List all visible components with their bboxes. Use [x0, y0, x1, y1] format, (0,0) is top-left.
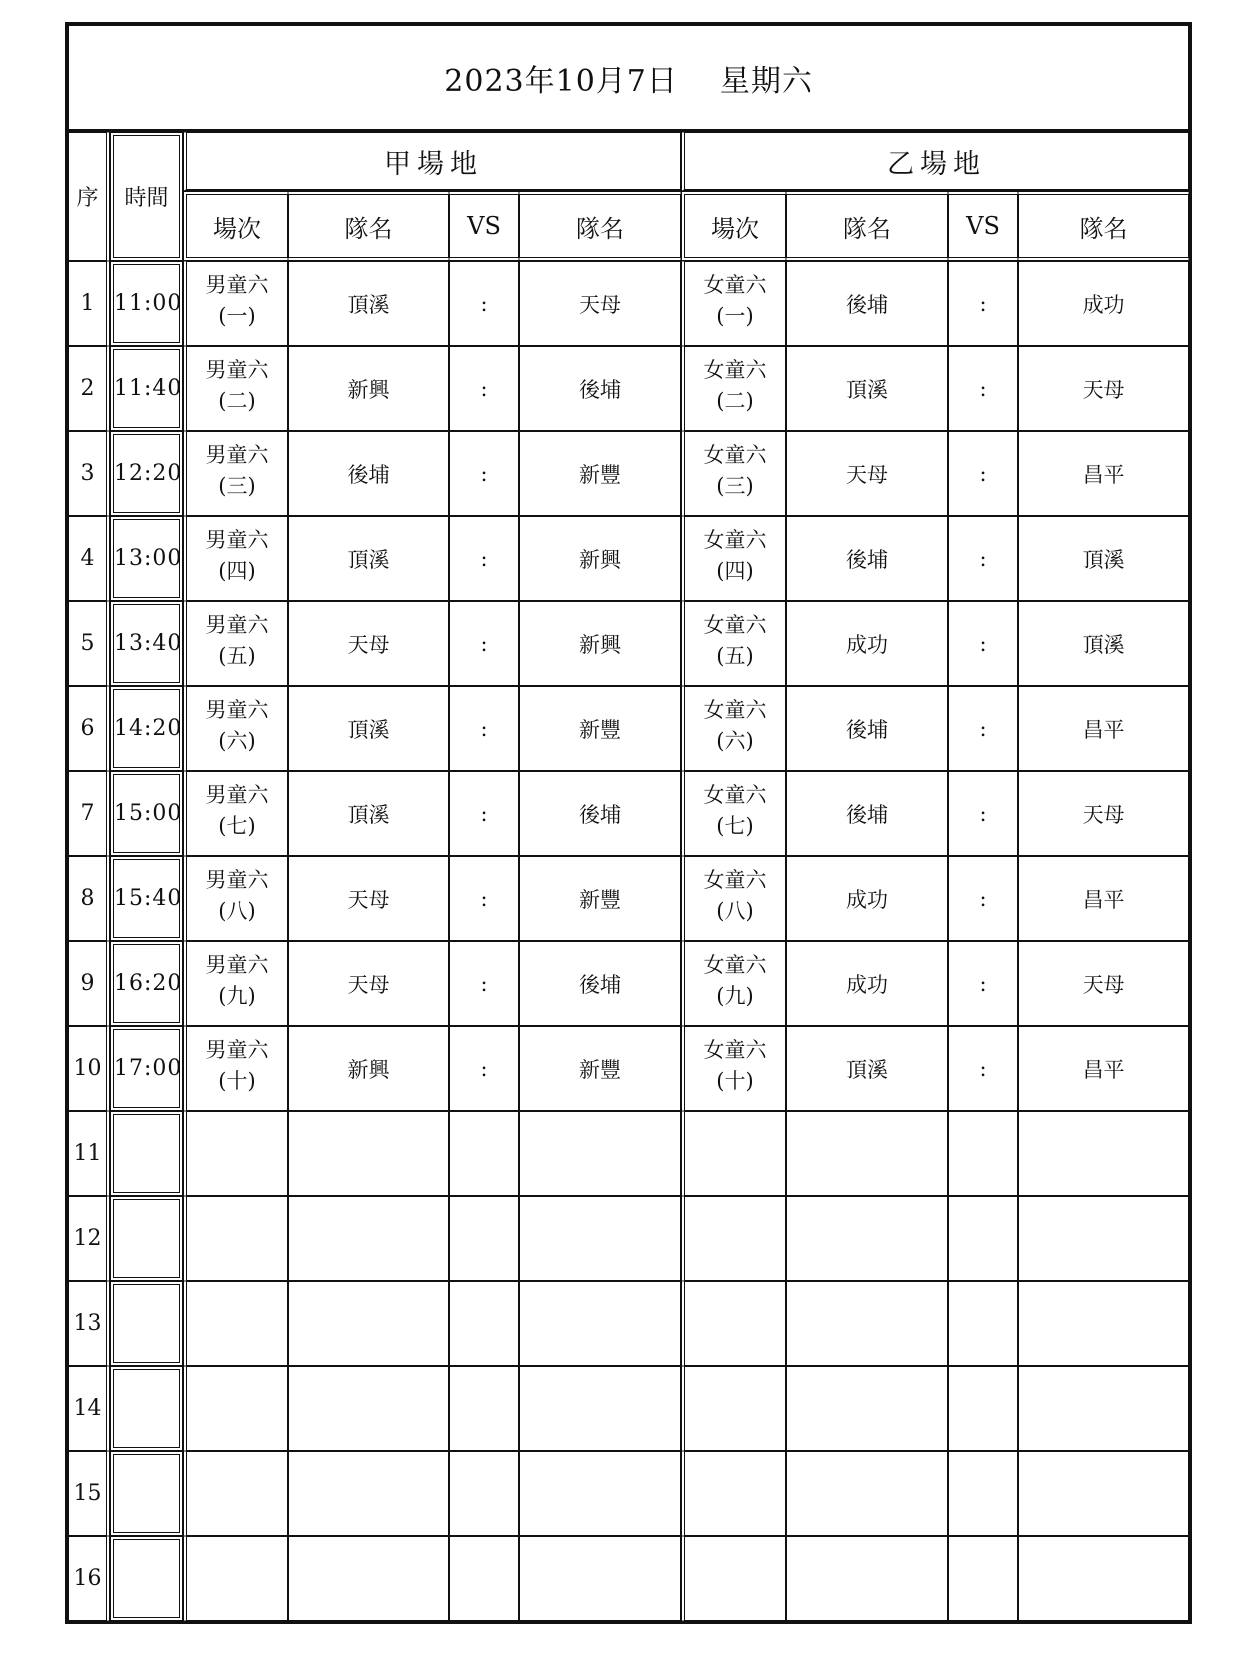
- team2-a: 新豐: [519, 856, 681, 941]
- row-time: 15:00: [110, 771, 183, 856]
- team1-a: [288, 1366, 449, 1451]
- vs-a: :: [449, 771, 519, 856]
- vs-b: :: [948, 346, 1018, 431]
- match-name: 女童六: [703, 782, 767, 807]
- vs-a: [449, 1111, 519, 1196]
- vs-a: [449, 1196, 519, 1281]
- team1-b: 成功: [786, 601, 948, 686]
- table-row: [68, 261, 1189, 346]
- team1-a: [288, 1111, 449, 1196]
- row-seq: 5: [68, 601, 110, 686]
- row-seq: 9: [68, 941, 110, 1026]
- team1-b: 頂溪: [786, 346, 948, 431]
- match-a: [183, 1366, 288, 1451]
- row-time: 17:00: [110, 1026, 183, 1111]
- header-a-team2: 隊名: [519, 191, 681, 261]
- vs-a: :: [449, 1026, 519, 1111]
- row-time: [110, 1196, 183, 1281]
- team1-b: 成功: [786, 856, 948, 941]
- row-seq: 16: [68, 1536, 110, 1621]
- team1-a: [288, 1451, 449, 1536]
- header-b-team2: 隊名: [1018, 191, 1189, 261]
- team2-a: 天母: [519, 261, 681, 346]
- team2-a: 新豐: [519, 1026, 681, 1111]
- team1-b: [786, 1366, 948, 1451]
- team1-b: 後埔: [786, 261, 948, 346]
- row-seq: 14: [68, 1366, 110, 1451]
- vs-a: [449, 1451, 519, 1536]
- table-row: [68, 686, 1189, 771]
- team1-a: 頂溪: [288, 261, 449, 346]
- match-a: [183, 516, 288, 601]
- header-b-match: 場次: [681, 191, 786, 261]
- match-a: [183, 1451, 288, 1536]
- table-row: [68, 1196, 1189, 1281]
- team1-b: [786, 1111, 948, 1196]
- match-b: [681, 431, 786, 516]
- match-name: 男童六: [205, 612, 269, 637]
- row-time: 16:20: [110, 941, 183, 1026]
- match-b: [681, 1366, 786, 1451]
- match-number: (四): [218, 558, 256, 583]
- match-number: (五): [218, 643, 256, 668]
- header-seq: 序: [68, 132, 110, 261]
- team2-a: 後埔: [519, 771, 681, 856]
- match-a: [183, 686, 288, 771]
- table-row: [68, 1111, 1189, 1196]
- match-b: [681, 1281, 786, 1366]
- team1-b: [786, 1536, 948, 1621]
- table-row: [68, 601, 1189, 686]
- match-number: (十): [218, 1068, 256, 1093]
- match-a: [183, 601, 288, 686]
- row-time: 13:00: [110, 516, 183, 601]
- match-a: [183, 346, 288, 431]
- match-b: [681, 1536, 786, 1621]
- match-number: (八): [716, 898, 754, 923]
- table-row: [68, 941, 1189, 1026]
- match-a: [183, 1281, 288, 1366]
- header-a-vs: VS: [449, 191, 519, 261]
- match-number: (六): [716, 728, 754, 753]
- row-time: 14:20: [110, 686, 183, 771]
- team2-a: 後埔: [519, 346, 681, 431]
- team2-b: 昌平: [1018, 856, 1189, 941]
- vs-a: [449, 1281, 519, 1366]
- vs-b: [948, 1451, 1018, 1536]
- row-seq: 10: [68, 1026, 110, 1111]
- table-row: [68, 1026, 1189, 1111]
- vs-a: :: [449, 686, 519, 771]
- team1-b: [786, 1451, 948, 1536]
- team1-b: [786, 1196, 948, 1281]
- team1-b: 成功: [786, 941, 948, 1026]
- table-row: [68, 771, 1189, 856]
- table-row: [68, 1451, 1189, 1536]
- match-name: 男童六: [205, 952, 269, 977]
- row-time: 12:20: [110, 431, 183, 516]
- team2-b: [1018, 1111, 1189, 1196]
- team1-b: [786, 1281, 948, 1366]
- match-name: 女童六: [703, 697, 767, 722]
- team1-a: 頂溪: [288, 516, 449, 601]
- match-number: (六): [218, 728, 256, 753]
- match-name: 女童六: [703, 1037, 767, 1062]
- match-b: [681, 1196, 786, 1281]
- match-name: 男童六: [205, 527, 269, 552]
- team2-b: [1018, 1366, 1189, 1451]
- row-time: 11:40: [110, 346, 183, 431]
- match-b: [681, 771, 786, 856]
- table-row: [68, 1281, 1189, 1366]
- match-b: [681, 261, 786, 346]
- match-name: 男童六: [205, 782, 269, 807]
- vs-b: :: [948, 1026, 1018, 1111]
- team1-a: [288, 1196, 449, 1281]
- team1-a: 天母: [288, 941, 449, 1026]
- row-time: 11:00: [110, 261, 183, 346]
- match-name: 男童六: [205, 357, 269, 382]
- row-seq: 11: [68, 1111, 110, 1196]
- row-seq: 3: [68, 431, 110, 516]
- vs-a: :: [449, 856, 519, 941]
- match-b: [681, 1111, 786, 1196]
- match-number: (九): [218, 983, 256, 1008]
- team2-a: [519, 1366, 681, 1451]
- team1-b: 頂溪: [786, 1026, 948, 1111]
- match-b: [681, 601, 786, 686]
- match-number: (四): [716, 558, 754, 583]
- match-b: [681, 686, 786, 771]
- match-name: 女童六: [703, 357, 767, 382]
- team1-a: 新興: [288, 1026, 449, 1111]
- team1-b: 後埔: [786, 516, 948, 601]
- header-a-team1: 隊名: [288, 191, 449, 261]
- match-name: 女童六: [703, 527, 767, 552]
- team2-b: 頂溪: [1018, 516, 1189, 601]
- team2-b: [1018, 1536, 1189, 1621]
- team2-b: [1018, 1451, 1189, 1536]
- match-number: (七): [716, 813, 754, 838]
- team1-a: 新興: [288, 346, 449, 431]
- vs-a: :: [449, 346, 519, 431]
- vs-b: :: [948, 431, 1018, 516]
- team1-a: [288, 1281, 449, 1366]
- team2-a: 新豐: [519, 686, 681, 771]
- row-seq: 2: [68, 346, 110, 431]
- vs-a: :: [449, 941, 519, 1026]
- team1-b: 天母: [786, 431, 948, 516]
- match-name: 女童六: [703, 442, 767, 467]
- match-b: [681, 856, 786, 941]
- match-a: [183, 856, 288, 941]
- row-time: [110, 1451, 183, 1536]
- match-number: (二): [218, 388, 256, 413]
- row-seq: 8: [68, 856, 110, 941]
- match-b: [681, 1451, 786, 1536]
- vs-b: [948, 1281, 1018, 1366]
- match-a: [183, 771, 288, 856]
- row-seq: 4: [68, 516, 110, 601]
- row-seq: 1: [68, 261, 110, 346]
- row-time: [110, 1366, 183, 1451]
- vs-a: :: [449, 516, 519, 601]
- team2-b: 天母: [1018, 941, 1189, 1026]
- row-seq: 6: [68, 686, 110, 771]
- match-number: (五): [716, 643, 754, 668]
- vs-b: :: [948, 771, 1018, 856]
- match-name: 女童六: [703, 612, 767, 637]
- match-a: [183, 1196, 288, 1281]
- vs-b: :: [948, 856, 1018, 941]
- team2-b: 昌平: [1018, 1026, 1189, 1111]
- team2-b: 成功: [1018, 261, 1189, 346]
- match-a: [183, 941, 288, 1026]
- match-name: 男童六: [205, 272, 269, 297]
- team2-b: 天母: [1018, 771, 1189, 856]
- schedule-sheet: [65, 22, 1186, 1624]
- team2-b: 天母: [1018, 346, 1189, 431]
- row-seq: 7: [68, 771, 110, 856]
- match-name: 男童六: [205, 442, 269, 467]
- header-b-team1: 隊名: [786, 191, 948, 261]
- row-time: [110, 1111, 183, 1196]
- row-time: 13:40: [110, 601, 183, 686]
- row-time: [110, 1536, 183, 1621]
- header-a-match: 場次: [183, 191, 288, 261]
- match-name: 男童六: [205, 1037, 269, 1062]
- vs-b: [948, 1196, 1018, 1281]
- row-seq: 12: [68, 1196, 110, 1281]
- table-row: [68, 856, 1189, 941]
- team1-a: 頂溪: [288, 771, 449, 856]
- match-a: [183, 431, 288, 516]
- team2-a: 後埔: [519, 941, 681, 1026]
- match-number: (二): [716, 388, 754, 413]
- table-row: [68, 1366, 1189, 1451]
- vs-b: :: [948, 941, 1018, 1026]
- row-seq: 13: [68, 1281, 110, 1366]
- team2-a: [519, 1111, 681, 1196]
- title-date: 2023年10月7日: [444, 63, 678, 99]
- match-number: (三): [716, 473, 754, 498]
- table-row: [68, 346, 1189, 431]
- match-number: (三): [218, 473, 256, 498]
- team2-a: 新興: [519, 601, 681, 686]
- team1-a: 天母: [288, 601, 449, 686]
- vs-b: [948, 1111, 1018, 1196]
- vs-a: [449, 1536, 519, 1621]
- team2-a: [519, 1196, 681, 1281]
- team2-a: [519, 1281, 681, 1366]
- match-number: (一): [716, 303, 754, 328]
- vs-b: :: [948, 686, 1018, 771]
- page-title: [68, 25, 1189, 132]
- header-venue-a: 甲場地: [183, 132, 681, 191]
- vs-a: [449, 1366, 519, 1451]
- table-row: [68, 1536, 1189, 1621]
- title-weekday: 星期六: [719, 63, 813, 99]
- team1-b: 後埔: [786, 771, 948, 856]
- table-row: [68, 431, 1189, 516]
- match-b: [681, 1026, 786, 1111]
- team1-a: 天母: [288, 856, 449, 941]
- schedule-table: [65, 22, 1192, 1624]
- match-name: 女童六: [703, 272, 767, 297]
- team1-b: 後埔: [786, 686, 948, 771]
- vs-a: :: [449, 431, 519, 516]
- team1-a: [288, 1536, 449, 1621]
- match-name: 男童六: [205, 697, 269, 722]
- match-b: [681, 941, 786, 1026]
- header-time: 時間: [110, 132, 183, 261]
- team2-b: [1018, 1281, 1189, 1366]
- row-seq: 15: [68, 1451, 110, 1536]
- team2-a: [519, 1536, 681, 1621]
- header-venue-b: 乙場地: [681, 132, 1189, 191]
- match-b: [681, 516, 786, 601]
- team2-b: 昌平: [1018, 686, 1189, 771]
- match-number: (一): [218, 303, 256, 328]
- team2-b: [1018, 1196, 1189, 1281]
- team2-b: 頂溪: [1018, 601, 1189, 686]
- table-row: [68, 516, 1189, 601]
- vs-a: :: [449, 261, 519, 346]
- match-a: [183, 1111, 288, 1196]
- row-time: 15:40: [110, 856, 183, 941]
- team2-a: 新興: [519, 516, 681, 601]
- match-a: [183, 261, 288, 346]
- match-name: 女童六: [703, 952, 767, 977]
- match-number: (八): [218, 898, 256, 923]
- match-a: [183, 1026, 288, 1111]
- vs-b: [948, 1536, 1018, 1621]
- vs-b: :: [948, 261, 1018, 346]
- match-number: (七): [218, 813, 256, 838]
- match-number: (九): [716, 983, 754, 1008]
- match-b: [681, 346, 786, 431]
- team2-b: 昌平: [1018, 431, 1189, 516]
- vs-b: [948, 1366, 1018, 1451]
- vs-a: :: [449, 601, 519, 686]
- team2-a: 新豐: [519, 431, 681, 516]
- match-a: [183, 1536, 288, 1621]
- team1-a: 後埔: [288, 431, 449, 516]
- match-name: 女童六: [703, 867, 767, 892]
- team1-a: 頂溪: [288, 686, 449, 771]
- match-number: (十): [716, 1068, 754, 1093]
- vs-b: :: [948, 516, 1018, 601]
- match-name: 男童六: [205, 867, 269, 892]
- header-b-vs: VS: [948, 191, 1018, 261]
- row-time: [110, 1281, 183, 1366]
- team2-a: [519, 1451, 681, 1536]
- vs-b: :: [948, 601, 1018, 686]
